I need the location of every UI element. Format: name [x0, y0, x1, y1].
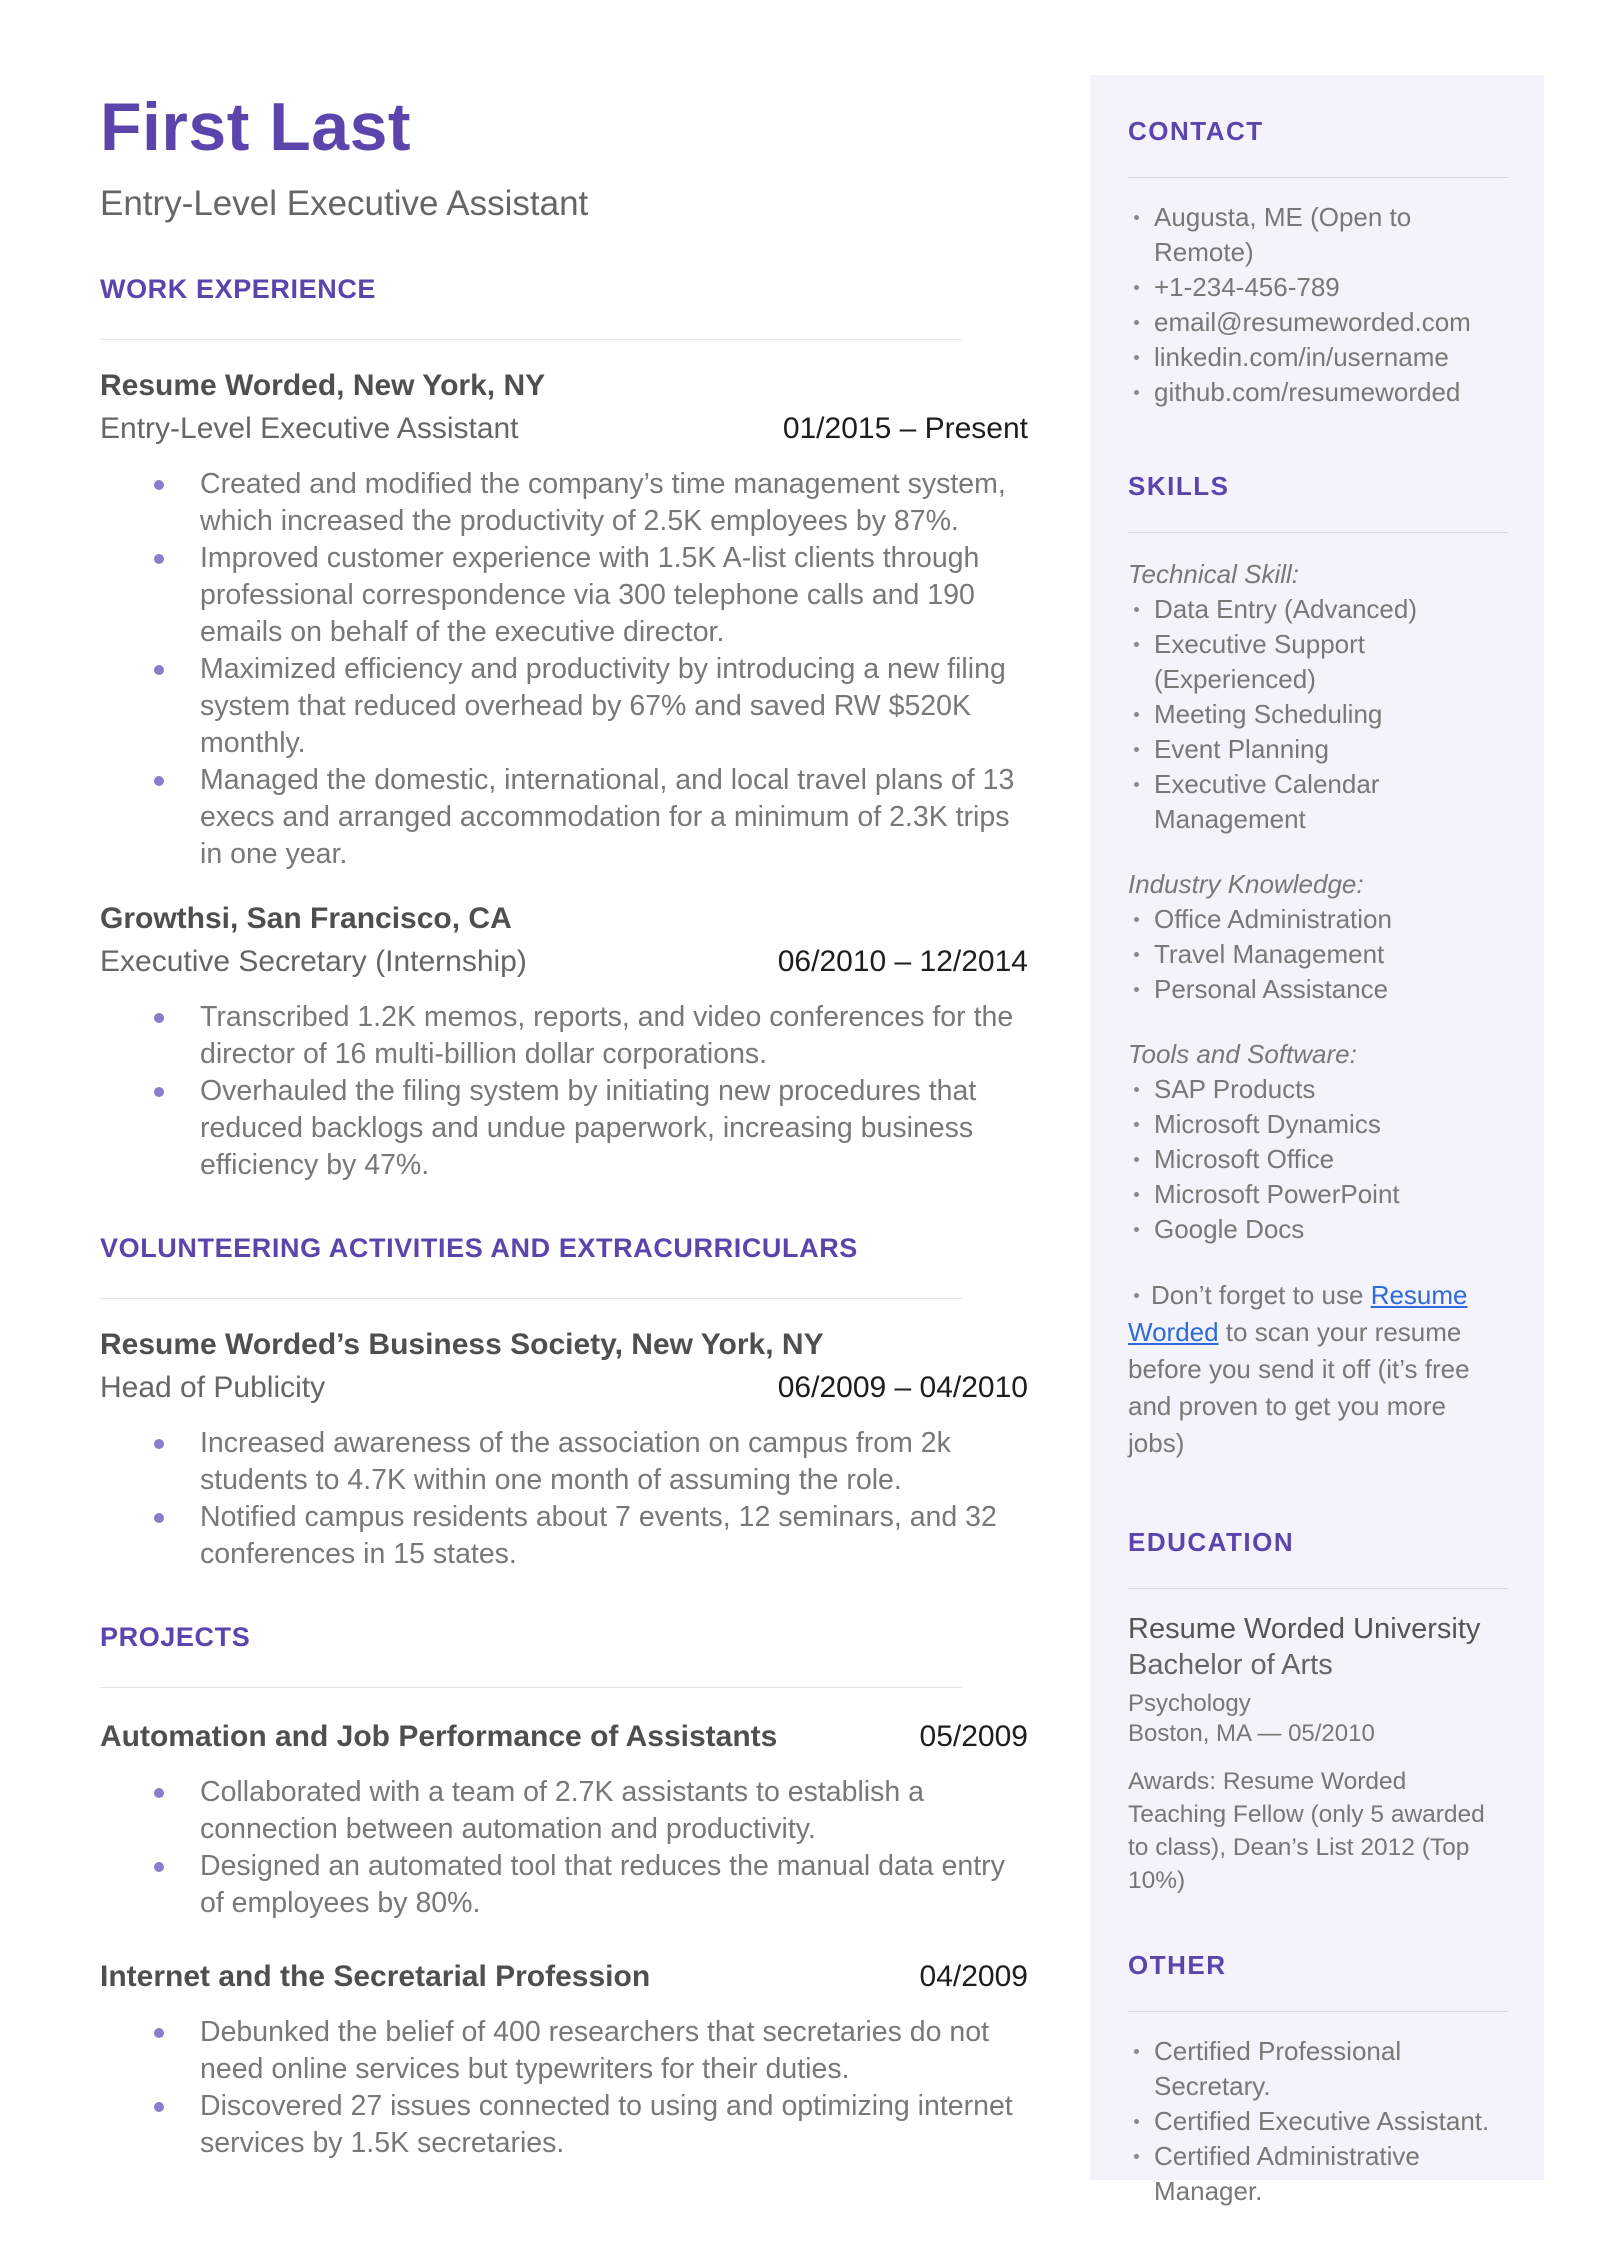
contact-list	[1128, 200, 1508, 410]
sidebar-heading-skills: SKILLS	[1128, 471, 1230, 501]
school-name: Resume Worded University	[1128, 1613, 1481, 1645]
project-title-row	[100, 1716, 1028, 1758]
skill-text: Google Docs	[1154, 1214, 1305, 1244]
project-date: 05/2009	[919, 1720, 1028, 1754]
bullet-dot	[1134, 355, 1139, 360]
bullet-dot	[1134, 917, 1139, 922]
skill-group-label: Tools and Software:	[1128, 1039, 1357, 1069]
contact-text: linkedin.com/in/username	[1154, 342, 1449, 372]
skill-text: Data Entry (Advanced)	[1154, 594, 1418, 624]
sidebar-heading-education: EDUCATION	[1128, 1527, 1295, 1557]
contact-item-linkedin	[1128, 340, 1508, 375]
skill-text: Executive Calendar Management	[1154, 769, 1380, 834]
bullet-dot	[1134, 1293, 1139, 1298]
bullet-dot	[1134, 782, 1139, 787]
bullet-text: Created and modified the company’s time management system, which increased the productivity of 2.5K employees by 87%.	[200, 468, 1006, 538]
certification-item	[1128, 2104, 1508, 2139]
project-entry	[100, 1956, 1028, 2162]
skill-list	[1128, 592, 1508, 837]
bullet-dot	[1134, 1192, 1139, 1197]
bullet-dot	[1134, 2154, 1139, 2159]
bullet-dot	[154, 1013, 164, 1023]
bullet-text: Debunked the belief of 400 researchers that secretaries do not need online services but typewriters for their duties.	[200, 2016, 989, 2086]
divider	[100, 339, 962, 340]
bullet-dot	[154, 480, 164, 490]
sidebar	[1090, 75, 1544, 2206]
bullet-list	[100, 999, 1028, 1184]
project-title: Automation and Job Performance of Assistants	[100, 1720, 778, 1754]
sidebar-heading-contact: CONTACT	[1128, 116, 1264, 146]
skills-section	[1128, 470, 1508, 1462]
bullet-item	[100, 1848, 1028, 1922]
section-heading-volunteering: VOLUNTEERING ACTIVITIES AND EXTRACURRICULARS	[100, 1233, 858, 1264]
main-column	[100, 89, 1028, 2162]
skill-group-label: Technical Skill:	[1128, 559, 1300, 589]
date-range: 06/2009 – 04/2010	[777, 1371, 1028, 1405]
bullet-item	[100, 999, 1028, 1073]
bullet-item	[100, 1073, 1028, 1184]
certification-list	[1128, 2034, 1508, 2209]
bullet-dot	[154, 1513, 164, 1523]
bullet-dot	[1134, 1227, 1139, 1232]
person-name: First Last	[100, 89, 412, 165]
volunteering-entry	[100, 1327, 1028, 1573]
bullet-dot	[154, 665, 164, 675]
skill-text: Microsoft PowerPoint	[1154, 1179, 1400, 1209]
bullet-item	[100, 1774, 1028, 1848]
bullet-dot	[154, 776, 164, 786]
bullet-item	[100, 2014, 1028, 2088]
bullet-text: Managed the domestic, international, and local travel plans of 13 execs and arranged accommodation for a minimum of 2.3K trips in one year.	[200, 764, 1015, 871]
bullet-dot	[154, 554, 164, 564]
project-title-row	[100, 1956, 1028, 1998]
skill-text: Microsoft Dynamics	[1154, 1109, 1381, 1139]
contact-text: email@resumeworded.com	[1154, 307, 1471, 337]
skill-group-label: Industry Knowledge:	[1128, 869, 1364, 899]
certification-text: Certified Administrative Manager.	[1154, 2141, 1420, 2206]
bullet-list	[100, 2014, 1028, 2162]
certification-item	[1128, 2139, 1508, 2209]
contact-item-phone	[1128, 270, 1508, 305]
bullet-dot	[1134, 1157, 1139, 1162]
organization-name: Resume Worded’s Business Society, New York, NY	[100, 1328, 824, 1362]
bullet-dot	[1134, 320, 1139, 325]
bullet-item	[100, 651, 1028, 762]
bullet-text: Collaborated with a team of 2.7K assistants to establish a connection between automation and productivity.	[200, 1776, 924, 1846]
role-date-row	[100, 941, 1028, 983]
bullet-item	[100, 466, 1028, 540]
project-entry	[100, 1716, 1028, 1922]
bullet-dot	[154, 1087, 164, 1097]
divider	[100, 1687, 962, 1688]
bullet-list	[100, 1774, 1028, 1922]
bullet-dot	[154, 1788, 164, 1798]
skill-item	[1128, 732, 1508, 767]
bullet-dot	[1134, 747, 1139, 752]
bullet-dot	[154, 2028, 164, 2038]
skill-item	[1128, 902, 1508, 937]
skill-item	[1128, 1142, 1508, 1177]
skill-text: Executive Support (Experienced)	[1154, 629, 1366, 694]
major: Psychology	[1128, 1690, 1251, 1717]
degree: Bachelor of Arts	[1128, 1649, 1333, 1681]
skill-item	[1128, 697, 1508, 732]
bullet-text: Increased awareness of the association on campus from 2k students to 4.7K within one month of assuming the role.	[200, 1427, 951, 1497]
contact-item-github	[1128, 375, 1508, 410]
bullet-dot	[1134, 952, 1139, 957]
note-text: Don’t forget to use	[1151, 1280, 1371, 1310]
bullet-dot	[1134, 712, 1139, 717]
person-title: Entry-Level Executive Assistant	[100, 184, 589, 224]
skill-text: Office Administration	[1154, 904, 1392, 934]
skill-text: Travel Management	[1154, 939, 1385, 969]
bullet-item	[100, 540, 1028, 651]
resume-worded-note	[1128, 1277, 1508, 1462]
education-awards: Awards: Resume Worded Teaching Fellow (only 5 awarded to class), Dean’s List 2012 (Top 10%)	[1128, 1768, 1485, 1894]
bullet-dot	[1134, 1087, 1139, 1092]
bullet-dot	[154, 1862, 164, 1872]
bullet-dot	[154, 2102, 164, 2112]
bullet-dot	[1134, 390, 1139, 395]
project-date: 04/2009	[919, 1960, 1028, 1994]
company-name: Resume Worded, New York, NY	[100, 369, 546, 403]
education-location-date: Boston, MA — 05/2010	[1128, 1720, 1375, 1747]
certification-text: Certified Professional Secretary.	[1154, 2036, 1402, 2101]
project-title: Internet and the Secretarial Profession	[100, 1960, 651, 1994]
contact-text: +1-234-456-789	[1154, 272, 1340, 302]
skill-item	[1128, 1107, 1508, 1142]
contact-item-location	[1128, 200, 1508, 270]
contact-text: github.com/resumeworded	[1154, 377, 1461, 407]
bullet-dot	[1134, 215, 1139, 220]
skill-list	[1128, 1072, 1508, 1247]
contact-item-email	[1128, 305, 1508, 340]
note-text: to scan your resume before you send it off (it’s free and proven to get you more jobs)	[1128, 1317, 1470, 1458]
bullet-item	[100, 762, 1028, 873]
bullet-dot	[154, 1439, 164, 1449]
role-title: Executive Secretary (Internship)	[100, 945, 527, 979]
role-title: Entry-Level Executive Assistant	[100, 412, 519, 446]
bullet-text: Discovered 27 issues connected to using and optimizing internet services by 1.5K secretaries.	[200, 2090, 1013, 2160]
skill-list	[1128, 902, 1508, 1007]
other-section	[1128, 1949, 1508, 2209]
skill-text: Microsoft Office	[1154, 1144, 1335, 1174]
resume-worded-link[interactable]: Resume Worded	[1128, 1280, 1468, 1347]
bullet-dot	[1134, 2119, 1139, 2124]
sidebar-heading-other: OTHER	[1128, 1950, 1227, 1980]
section-heading-projects: PROJECTS	[100, 1622, 251, 1653]
divider	[1128, 2011, 1508, 2012]
skill-item	[1128, 592, 1508, 627]
bullet-text: Maximized efficiency and productivity by introducing a new filing system that reduced overhead by 67% and saved RW $520K monthly.	[200, 653, 1006, 760]
certification-item	[1128, 2034, 1508, 2104]
section-heading-work-experience: WORK EXPERIENCE	[100, 274, 377, 305]
contact-text: Augusta, ME (Open to Remote)	[1154, 202, 1412, 267]
skill-item	[1128, 972, 1508, 1007]
skill-item	[1128, 1212, 1508, 1247]
skill-item	[1128, 937, 1508, 972]
education-section	[1128, 1526, 1508, 1897]
skill-item	[1128, 1177, 1508, 1212]
bullet-item	[100, 2088, 1028, 2162]
divider	[100, 1298, 962, 1299]
bullet-text: Notified campus residents about 7 events, 12 seminars, and 32 conferences in 15 states.	[200, 1501, 997, 1571]
skill-item	[1128, 1072, 1508, 1107]
skill-text: Personal Assistance	[1154, 974, 1389, 1004]
work-entry	[100, 901, 1028, 1184]
bullet-dot	[1134, 642, 1139, 647]
role-date-row	[100, 1367, 1028, 1409]
bullet-item	[100, 1425, 1028, 1499]
bullet-text: Transcribed 1.2K memos, reports, and video conferences for the director of 16 multi-billion dollar corporations.	[200, 1001, 1014, 1071]
bullet-item	[100, 1499, 1028, 1573]
bullet-dot	[1134, 987, 1139, 992]
work-entry	[100, 368, 1028, 873]
skill-text: Event Planning	[1154, 734, 1329, 764]
bullet-list	[100, 466, 1028, 873]
role-date-row	[100, 408, 1028, 450]
bullet-text: Designed an automated tool that reduces the manual data entry of employees by 80%.	[200, 1850, 1005, 1920]
bullet-dot	[1134, 607, 1139, 612]
bullet-dot	[1134, 285, 1139, 290]
bullet-dot	[1134, 1122, 1139, 1127]
bullet-text: Overhauled the filing system by initiating new procedures that reduced backlogs and undue paperwork, increasing business efficiency by 47%.	[200, 1075, 977, 1182]
role-title: Head of Publicity	[100, 1371, 326, 1405]
bullet-dot	[1134, 2049, 1139, 2054]
certification-text: Certified Executive Assistant.	[1154, 2106, 1490, 2136]
skill-text: Meeting Scheduling	[1154, 699, 1383, 729]
divider	[1128, 1588, 1508, 1589]
skill-item	[1128, 767, 1508, 837]
divider	[1128, 532, 1508, 533]
bullet-list	[100, 1425, 1028, 1573]
date-range: 01/2015 – Present	[782, 412, 1028, 446]
bullet-text: Improved customer experience with 1.5K A-list clients through professional correspondence via 300 telephone calls and 190 emails on behalf of the executive director.	[200, 542, 980, 649]
company-name: Growthsi, San Francisco, CA	[100, 902, 512, 936]
divider	[1128, 177, 1508, 178]
skill-text: SAP Products	[1154, 1074, 1316, 1104]
skill-item	[1128, 627, 1508, 697]
date-range: 06/2010 – 12/2014	[777, 945, 1028, 979]
contact-section	[1128, 115, 1508, 410]
